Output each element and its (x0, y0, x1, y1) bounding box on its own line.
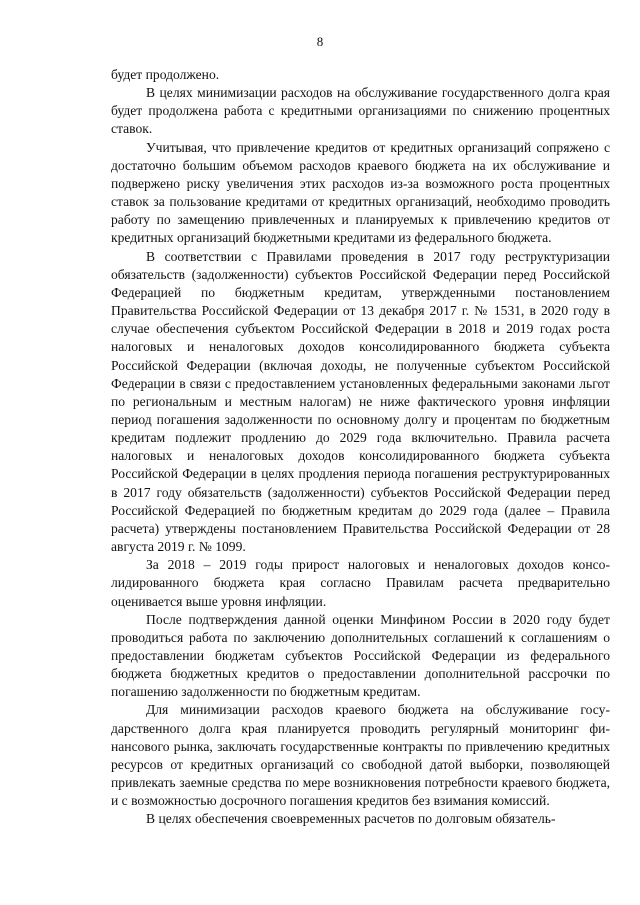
paragraph-restructuring-rules: В соответствии с Правилами проведения в 2017 году реструктуризации обязательств (задолженности) субъектов Российской Федерации перед Российской Федерацией по бюджетным кредитам, утвержденными постановлением Правительства Российской Федерации от 13 декабря 2017 г. № 1531, в 2020 году в случае обеспечения субъектом Российской Федерации в 2018 и 2019 годах роста налоговых и неналоговых доходов консолидированного бюджета субъекта Российской Федерации (включая доходы, не полученные субъектом Российской Федерации в связи с предоставлением установленных федеральными законами льгот по региональным и местным налогам) не ниже фактического уровня инфляции период погашения задолженности по основному долгу и процентам по бюджетным кредитам подлежит продлению до 2029 года включительно. Правила расчета налоговых и неналоговых доходов консолидированного бюджета субъекта Российской Федерации в целях продления периода погашения реструктурированных в 2017 году обязательств (задолженности) субъектов Российской Федерации перед Российской Федерацией по бюджетным кредитам до 2029 года (далее – Правила расчета) утверждены постановлением Правительства Российской Федерации от 28 августа 2019 г. № 1099. (111, 248, 610, 555)
document-body (111, 66, 610, 829)
paragraph-credit-replacement: Учитывая, что привлечение кредитов от кредитных организаций сопряжено с достаточно большим объемом расходов краевого бюджета на их обслуживание и подвержено риску увеличения этих расходов из-за возможного роста процентных ставок за пользование кредитами от кредитных организаций, необходимо проводить работу по замещению привлеченных и планируемых к привлечению кредитов от кредитных организаций бюджетными кредитами из федерального бюджета. (111, 139, 610, 246)
paragraph-continuation: будет продолжено. (111, 67, 220, 82)
paragraph-revenue-growth: За 2018 – 2019 годы прирост налоговых и неналоговых доходов консолидированного бюджета края согласно Правилам расчета предварительно оценивается выше уровня инфляции. (111, 557, 610, 609)
paragraph-timely-settlements: В целях обеспечения своевременных расчетов по долговым обязатель- (146, 811, 556, 827)
page-number: 8 (316, 34, 324, 49)
paragraph-market-monitoring: Для минимизации расходов краевого бюджета на обслуживание государственного долга края планируется проводить регулярный мониторинг финансового рынка, заключать государственные контракты по привлечению кредитных ресурсов от кредитных организаций со свободной датой выборки, позволяющей привлекать заемные средства по мере возникновения потребности краевого бюджета, и с возможностью досрочного погашения кредитов без взимания комиссий. (111, 702, 610, 809)
paragraph-additional-agreements: После подтверждения данной оценки Минфином России в 2020 году будет проводиться работа по заключению дополнительных соглашений к соглашениям о предоставлении бюджетам субъектов Российской Федерации из федерального бюджета бюджетных кредитов о предоставлении дополнительной рассрочки по погашению задолженности по бюджетным кредитам. (111, 611, 610, 700)
paragraph-debt-service-rates: В целях минимизации расходов на обслуживание государственного долга края будет продолжена работа с кредитными организациями по снижению процентных ставок. (111, 85, 610, 137)
